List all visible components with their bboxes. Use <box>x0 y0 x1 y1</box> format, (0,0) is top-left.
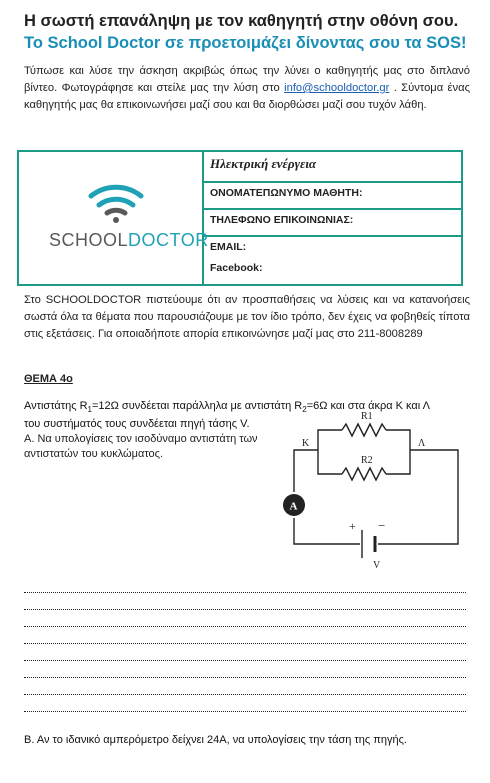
logo-cell <box>19 152 209 284</box>
phone-field[interactable]: ΤΗΛΕΦΩΝΟ ΕΠΙΚΟΙΝΩΝΙΑΣ: <box>204 210 461 237</box>
student-name-field[interactable]: ΟΝΟΜΑΤΕΠΩΝΥΜΟ ΜΑΘΗΤΗ: <box>204 183 461 210</box>
problem-part3: =6Ω και στα άκρα Κ και Λ <box>306 400 431 412</box>
answer-line[interactable] <box>24 677 466 679</box>
r2-subscript: 2 <box>302 405 307 415</box>
question-b: Β. Αν το ιδανικό αμπερόμετρο δείχνει 24Α, να υπολογίσεις την τάση της πηγής. <box>24 734 407 746</box>
r1-label: R1 <box>361 411 373 422</box>
email-link[interactable]: info@schooldoctor.gr <box>284 82 390 94</box>
circuit-diagram <box>282 408 472 571</box>
answer-line[interactable] <box>24 711 466 713</box>
answer-line[interactable] <box>24 660 466 662</box>
logo-wordmark <box>49 230 209 251</box>
r2-label: R2 <box>361 455 373 466</box>
header-subtitle: Το School Doctor σε προετοιμάζει δίνοντας σου τα SOS! <box>24 34 467 52</box>
node-k-label: Κ <box>302 438 310 449</box>
minus-label: − <box>378 518 386 533</box>
answer-line[interactable] <box>24 643 466 645</box>
answer-line[interactable] <box>24 694 466 696</box>
email-field[interactable]: EMAIL: <box>210 241 247 253</box>
problem-line2: του συστήματός τους συνδέεται πηγή τάσης V. <box>24 418 250 431</box>
answer-line[interactable] <box>24 626 466 628</box>
resistor-r1-icon <box>342 424 386 436</box>
question-a: Α. Να υπολογίσεις τον ισοδύναμο αντιστάτη των αντιστατών του κυκλώματος. <box>24 433 258 460</box>
intro-text-after: . Σύντομα ένας καθηγητής μας θα επικοινωνήσει μαζί σου και θα διορθώσει μαζί σου τυχόν λάθη. <box>24 82 470 111</box>
r1-subscript: 1 <box>87 405 92 415</box>
facebook-field[interactable]: Facebook: <box>210 262 263 274</box>
resistor-r2-icon <box>342 468 386 480</box>
problem-part2: =12Ω συνδέεται παράλληλα με αντιστάτη R <box>91 400 303 412</box>
subject-title: Ηλεκτρική ενέργεια <box>204 152 461 183</box>
node-l-label: Λ <box>418 438 426 449</box>
logo-word-school: SCHOOL <box>49 230 129 250</box>
contact-fields <box>204 237 461 284</box>
problem-part1: Αντιστάτης R <box>24 400 88 412</box>
fields-column <box>204 152 461 284</box>
info-paragraph: Στο SCHOOLDOCTOR πιστεύουμε ότι αν προσπαθήσεις να λύσεις και να κατανοήσεις σωστά όλα τα θέματα που παρουσιάζουμε με τον ίδιο τρόπο, δεν έχεις να φοβηθείς τίποτα στις εξετάσεις. Για οποιαδήποτε απορία επικοινώνησε μαζί μας στο 211-8008289 <box>24 294 470 340</box>
intro-paragraph <box>24 63 470 114</box>
wifi-logo-icon <box>19 152 202 232</box>
answer-line[interactable] <box>24 609 466 611</box>
plus-label: + <box>349 519 356 533</box>
logo-word-doctor: DOCTOR <box>128 230 209 250</box>
ammeter-label: A <box>289 500 298 513</box>
theme-title: ΘΕΜΑ 4ο <box>24 373 73 385</box>
student-info-card <box>17 150 463 286</box>
header-title: Η σωστή επανάληψη με τον καθηγητή στην οθόνη σου. <box>24 12 459 30</box>
intro-text-before: Τύπωσε και λύσε την άσκηση ακριβώς όπως την λύνει ο καθηγητής μας στο διπλανό βίντεο. Φωτογράφησε και στείλε μας την λύση στο <box>24 65 470 94</box>
source-label: V <box>373 560 381 571</box>
answer-line[interactable] <box>24 592 466 594</box>
